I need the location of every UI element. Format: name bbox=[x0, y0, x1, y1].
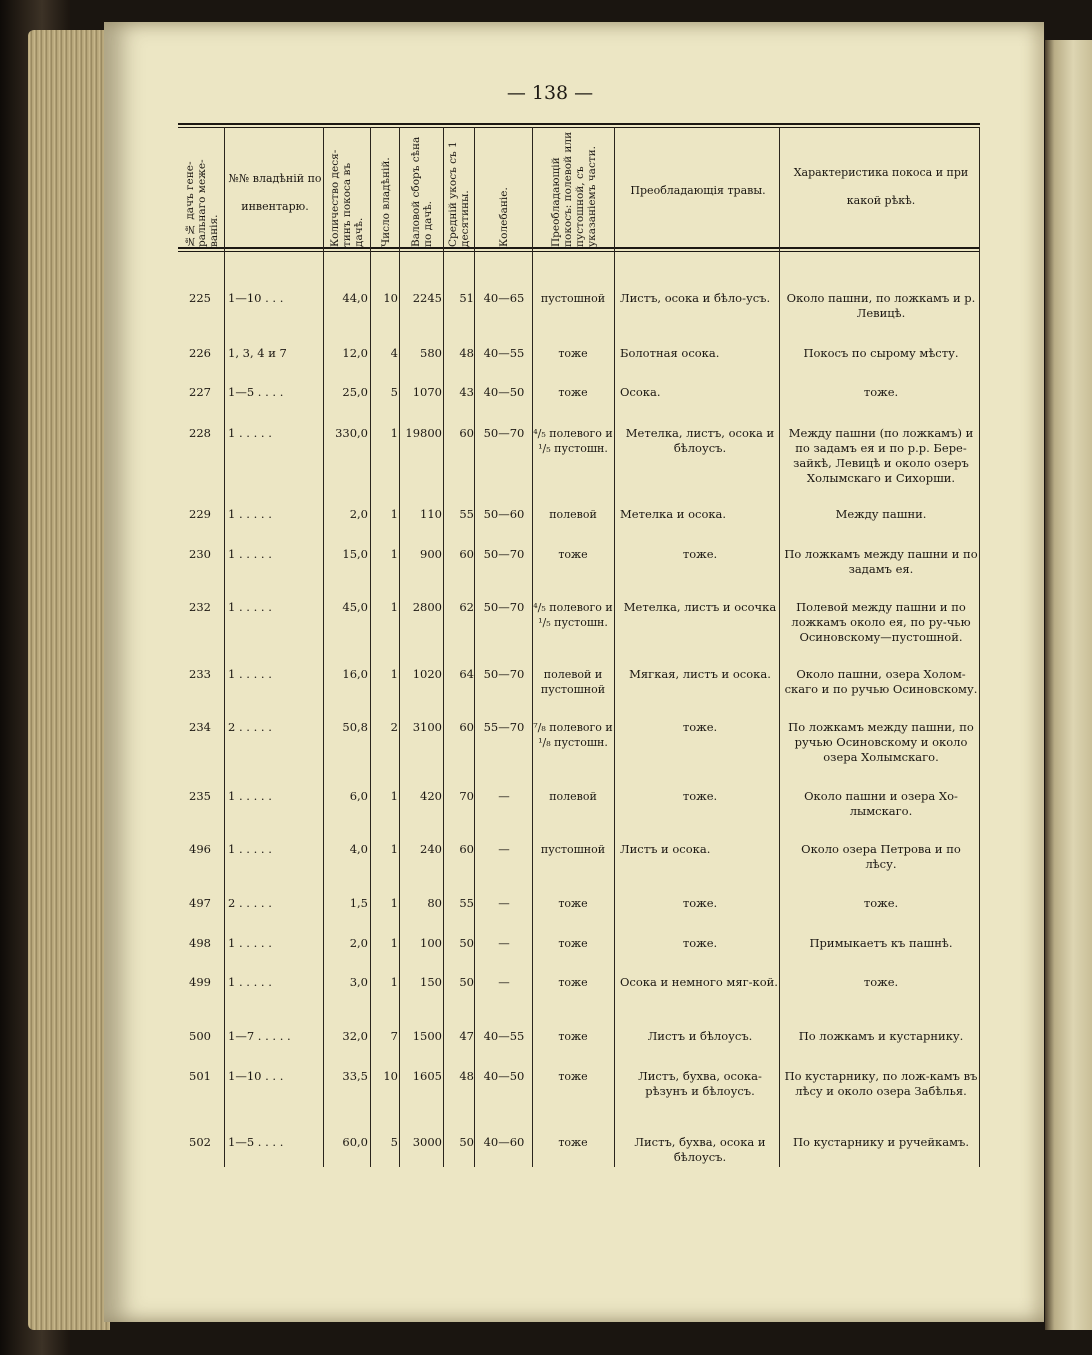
grasses: Листъ, бухва, осока-рѣзунъ и бѣлоусъ. bbox=[638, 1069, 762, 1098]
dacha-number: 233 bbox=[189, 667, 211, 681]
area: 2,0 bbox=[349, 936, 368, 950]
dacha-number: 234 bbox=[189, 720, 211, 734]
characteristics: По кустарнику и ручейкамъ. bbox=[792, 1135, 969, 1149]
header-owners-count: Число владѣній. bbox=[380, 157, 392, 247]
header-holdings: №№ владѣній по инвентарю. bbox=[228, 172, 322, 213]
yield-range: 50—60 bbox=[483, 507, 525, 521]
characteristics: Между пашни (по ложкамъ) и по задамъ ея и по р.р. Бере-зайкѣ, Левицѣ и около озеръ Холымскаго и Сихорши. bbox=[788, 426, 974, 485]
grasses: Осока. bbox=[620, 385, 661, 399]
gross-hay: 240 bbox=[420, 842, 442, 856]
meadow-type: тоже bbox=[558, 386, 588, 399]
yield-range: 40—50 bbox=[483, 385, 525, 399]
table-top-rule bbox=[178, 123, 980, 125]
owners-count: 1 bbox=[390, 426, 398, 440]
characteristics: По кустарнику, по лож-камъ въ лѣсу и около озера Забѣлья. bbox=[784, 1069, 978, 1098]
gross-hay: 580 bbox=[420, 346, 442, 360]
grasses: Мягкая, листъ и осока. bbox=[629, 667, 771, 681]
dacha-number: 496 bbox=[189, 842, 211, 856]
yield-range: 50—70 bbox=[483, 600, 525, 614]
header-bottom-rule bbox=[178, 247, 980, 249]
holdings: 1 . . . . . bbox=[228, 842, 272, 856]
yield-range: 40—60 bbox=[483, 1135, 525, 1149]
meadow-type: тоже bbox=[558, 937, 588, 950]
header-meadow-type: Преобладающій покосъ: полевой или пустошной, съ указаніемъ части. bbox=[550, 131, 598, 247]
yield-range: — bbox=[498, 975, 510, 989]
meadow-type: полевой bbox=[549, 508, 597, 521]
meadow-type: тоже bbox=[558, 897, 588, 910]
grasses: Листъ и бѣлоусъ. bbox=[647, 1029, 753, 1043]
avg-yield: 48 bbox=[459, 1069, 474, 1083]
avg-yield: 60 bbox=[459, 426, 474, 440]
yield-range: 40—50 bbox=[483, 1069, 525, 1083]
yield-range: — bbox=[498, 896, 510, 910]
avg-yield: 60 bbox=[459, 547, 474, 561]
header-desyatins: Количество деся-тинъ покоса въ дачѣ. bbox=[329, 149, 365, 247]
characteristics: Около озера Петрова и по лѣсу. bbox=[801, 842, 961, 871]
holdings: 1, 3, 4 и 7 bbox=[228, 346, 287, 360]
grasses: тоже. bbox=[682, 896, 718, 910]
grasses: Метелка, листъ, осока и бѣлоусъ. bbox=[625, 426, 775, 455]
area: 60,0 bbox=[342, 1135, 368, 1149]
meadow-type: полевой bbox=[549, 790, 597, 803]
dacha-number: 497 bbox=[189, 896, 211, 910]
avg-yield: 51 bbox=[459, 291, 474, 305]
area: 44,0 bbox=[342, 291, 368, 305]
holdings: 1—10 . . . bbox=[228, 1069, 284, 1083]
area: 33,5 bbox=[342, 1069, 368, 1083]
characteristics: Около пашни, по ложкамъ и р. Левицѣ. bbox=[786, 291, 976, 320]
owners-count: 7 bbox=[390, 1029, 398, 1043]
owners-count: 1 bbox=[390, 842, 398, 856]
header-characteristics: Характеристика покоса и при какой рѣкѣ. bbox=[793, 166, 969, 207]
holdings: 1—7 . . . . . bbox=[228, 1029, 291, 1043]
column-divider bbox=[443, 127, 444, 1167]
column-divider bbox=[979, 127, 980, 1167]
column-divider bbox=[474, 127, 475, 1167]
owners-count: 1 bbox=[390, 507, 398, 521]
yield-range: 40—55 bbox=[483, 346, 525, 360]
dacha-number: 228 bbox=[189, 426, 211, 440]
yield-range: 50—70 bbox=[483, 426, 525, 440]
meadow-type: тоже bbox=[558, 976, 588, 989]
characteristics: Около пашни и озера Хо-лымскаго. bbox=[804, 789, 958, 818]
gross-hay: 3100 bbox=[412, 720, 442, 734]
page-edges bbox=[28, 30, 110, 1330]
column-divider bbox=[224, 127, 225, 1167]
dacha-number: 502 bbox=[189, 1135, 211, 1149]
gross-hay: 110 bbox=[420, 507, 442, 521]
holdings: 1 . . . . . bbox=[228, 789, 272, 803]
gross-hay: 3000 bbox=[412, 1135, 442, 1149]
avg-yield: 50 bbox=[459, 975, 474, 989]
header-grasses: Преобладающія травы. bbox=[630, 184, 766, 197]
yield-range: 40—65 bbox=[483, 291, 525, 305]
dacha-number: 232 bbox=[189, 600, 211, 614]
header-dacha-number: №№ дачъ гене-ральнаго меже-ванія. bbox=[184, 159, 220, 247]
holdings: 2 . . . . . bbox=[228, 720, 272, 734]
characteristics: Полевой между пашни и по ложкамъ около ея, по ру-чью Осиновскому—пустошной. bbox=[791, 600, 971, 644]
gross-hay: 100 bbox=[420, 936, 442, 950]
area: 1,5 bbox=[349, 896, 368, 910]
header-avg-yield: Средній укосъ съ 1 десятины. bbox=[447, 141, 471, 247]
holdings: 1 . . . . . bbox=[228, 667, 272, 681]
grasses: Листъ, осока и бѣло-усъ. bbox=[620, 291, 771, 305]
owners-count: 1 bbox=[390, 975, 398, 989]
meadow-type: ⁴/₅ полевого и ¹/₅ пустошн. bbox=[533, 601, 613, 629]
gross-hay: 2800 bbox=[412, 600, 442, 614]
area: 15,0 bbox=[342, 547, 368, 561]
gross-hay: 150 bbox=[420, 975, 442, 989]
gross-hay: 2245 bbox=[412, 291, 442, 305]
owners-count: 1 bbox=[390, 600, 398, 614]
meadow-type: тоже bbox=[558, 1136, 588, 1149]
avg-yield: 50 bbox=[459, 936, 474, 950]
grasses: Листъ, бухва, осока и бѣлоусъ. bbox=[634, 1135, 766, 1164]
yield-range: — bbox=[498, 789, 510, 803]
characteristics: По ложкамъ между пашни и по задамъ ея. bbox=[784, 547, 978, 576]
meadow-type: ⁷/₈ полевого и ¹/₈ пустошн. bbox=[533, 721, 613, 749]
area: 25,0 bbox=[342, 385, 368, 399]
owners-count: 5 bbox=[390, 1135, 398, 1149]
grasses: Метелка и осока. bbox=[620, 507, 727, 521]
header-gross-hay: Валовой сборъ сѣна по дачѣ. bbox=[410, 136, 434, 247]
dacha-number: 498 bbox=[189, 936, 211, 950]
dacha-number: 500 bbox=[189, 1029, 211, 1043]
holdings: 1 . . . . . bbox=[228, 600, 272, 614]
column-divider bbox=[370, 127, 371, 1167]
dacha-number: 235 bbox=[189, 789, 211, 803]
area: 6,0 bbox=[349, 789, 368, 803]
avg-yield: 48 bbox=[459, 346, 474, 360]
owners-count: 4 bbox=[390, 346, 398, 360]
avg-yield: 64 bbox=[459, 667, 474, 681]
yield-range: 50—70 bbox=[483, 667, 525, 681]
grasses: Осока и немного мяг-кой. bbox=[620, 975, 778, 989]
facing-page-edge bbox=[1045, 40, 1092, 1330]
characteristics: Около пашни, озера Холом-скаго и по ручью Осиновскому. bbox=[784, 667, 978, 696]
gross-hay: 1605 bbox=[412, 1069, 442, 1083]
header-range: Колебаніе. bbox=[498, 187, 510, 247]
dacha-number: 499 bbox=[189, 975, 211, 989]
yield-range: 55—70 bbox=[483, 720, 525, 734]
characteristics: тоже. bbox=[863, 896, 899, 910]
dacha-number: 229 bbox=[189, 507, 211, 521]
area: 3,0 bbox=[349, 975, 368, 989]
grasses: Метелка, листъ и осочка bbox=[623, 600, 777, 614]
page-number: — 138 — bbox=[506, 82, 594, 104]
gross-hay: 80 bbox=[427, 896, 442, 910]
yield-range: 40—55 bbox=[483, 1029, 525, 1043]
avg-yield: 50 bbox=[459, 1135, 474, 1149]
dacha-number: 501 bbox=[189, 1069, 211, 1083]
owners-count: 1 bbox=[390, 936, 398, 950]
column-divider bbox=[399, 127, 400, 1167]
meadow-type: пустошной bbox=[540, 292, 606, 305]
holdings: 1 . . . . . bbox=[228, 547, 272, 561]
owners-count: 1 bbox=[390, 896, 398, 910]
characteristics: По ложкамъ и кустарнику. bbox=[798, 1029, 964, 1043]
meadow-type: тоже bbox=[558, 1070, 588, 1083]
characteristics: тоже. bbox=[863, 975, 899, 989]
owners-count: 2 bbox=[390, 720, 398, 734]
avg-yield: 60 bbox=[459, 720, 474, 734]
column-divider bbox=[532, 127, 533, 1167]
holdings: 1 . . . . . bbox=[228, 975, 272, 989]
gross-hay: 1020 bbox=[412, 667, 442, 681]
grasses: тоже. bbox=[682, 547, 718, 561]
avg-yield: 55 bbox=[459, 896, 474, 910]
owners-count: 1 bbox=[390, 547, 398, 561]
owners-count: 5 bbox=[390, 385, 398, 399]
characteristics: Покосъ по сырому мѣсту. bbox=[803, 346, 959, 360]
column-divider bbox=[614, 127, 615, 1167]
yield-range: 50—70 bbox=[483, 547, 525, 561]
holdings: 1—5 . . . . bbox=[228, 1135, 284, 1149]
characteristics: Между пашни. bbox=[835, 507, 927, 521]
characteristics: тоже. bbox=[863, 385, 899, 399]
avg-yield: 70 bbox=[459, 789, 474, 803]
grasses: тоже. bbox=[682, 789, 718, 803]
characteristics: Примыкаетъ къ пашнѣ. bbox=[809, 936, 953, 950]
grasses: тоже. bbox=[682, 936, 718, 950]
yield-range: — bbox=[498, 936, 510, 950]
holdings: 1 . . . . . bbox=[228, 936, 272, 950]
yield-range: — bbox=[498, 842, 510, 856]
holdings: 1 . . . . . bbox=[228, 426, 272, 440]
owners-count: 10 bbox=[383, 291, 398, 305]
dacha-number: 230 bbox=[189, 547, 211, 561]
dacha-number: 225 bbox=[189, 291, 211, 305]
area: 50,8 bbox=[342, 720, 368, 734]
holdings: 1 . . . . . bbox=[228, 507, 272, 521]
meadow-type: пустошной bbox=[540, 843, 606, 856]
dacha-number: 226 bbox=[189, 346, 211, 360]
area: 2,0 bbox=[349, 507, 368, 521]
owners-count: 1 bbox=[390, 667, 398, 681]
column-divider bbox=[323, 127, 324, 1167]
dacha-number: 227 bbox=[189, 385, 211, 399]
avg-yield: 47 bbox=[459, 1029, 474, 1043]
owners-count: 10 bbox=[383, 1069, 398, 1083]
gross-hay: 900 bbox=[420, 547, 442, 561]
holdings: 2 . . . . . bbox=[228, 896, 272, 910]
area: 16,0 bbox=[342, 667, 368, 681]
area: 12,0 bbox=[342, 346, 368, 360]
gross-hay: 1500 bbox=[412, 1029, 442, 1043]
column-divider bbox=[779, 127, 780, 1167]
area: 45,0 bbox=[342, 600, 368, 614]
table-top-rule-thin bbox=[178, 127, 980, 128]
gross-hay: 19800 bbox=[405, 426, 442, 440]
meadow-type: полевой и пустошной bbox=[540, 668, 606, 696]
area: 330,0 bbox=[335, 426, 368, 440]
avg-yield: 43 bbox=[459, 385, 474, 399]
holdings: 1—5 . . . . bbox=[228, 385, 284, 399]
area: 32,0 bbox=[342, 1029, 368, 1043]
meadow-type: тоже bbox=[558, 1030, 588, 1043]
avg-yield: 62 bbox=[459, 600, 474, 614]
owners-count: 1 bbox=[390, 789, 398, 803]
gross-hay: 1070 bbox=[412, 385, 442, 399]
header-bottom-rule-thin bbox=[178, 251, 980, 252]
grasses: тоже. bbox=[682, 720, 718, 734]
meadow-type: ⁴/₅ полевого и ¹/₅ пустошн. bbox=[533, 427, 613, 455]
area: 4,0 bbox=[349, 842, 368, 856]
grasses: Листъ и осока. bbox=[620, 842, 711, 856]
avg-yield: 60 bbox=[459, 842, 474, 856]
gross-hay: 420 bbox=[420, 789, 442, 803]
meadow-type: тоже bbox=[558, 548, 588, 561]
holdings: 1—10 . . . bbox=[228, 291, 284, 305]
grasses: Болотная осока. bbox=[620, 346, 720, 360]
hay-meadow-table bbox=[178, 123, 980, 1167]
characteristics: По ложкамъ между пашни, по ручью Осиновскому и около озера Холымскаго. bbox=[788, 720, 974, 764]
meadow-type: тоже bbox=[558, 347, 588, 360]
avg-yield: 55 bbox=[459, 507, 474, 521]
